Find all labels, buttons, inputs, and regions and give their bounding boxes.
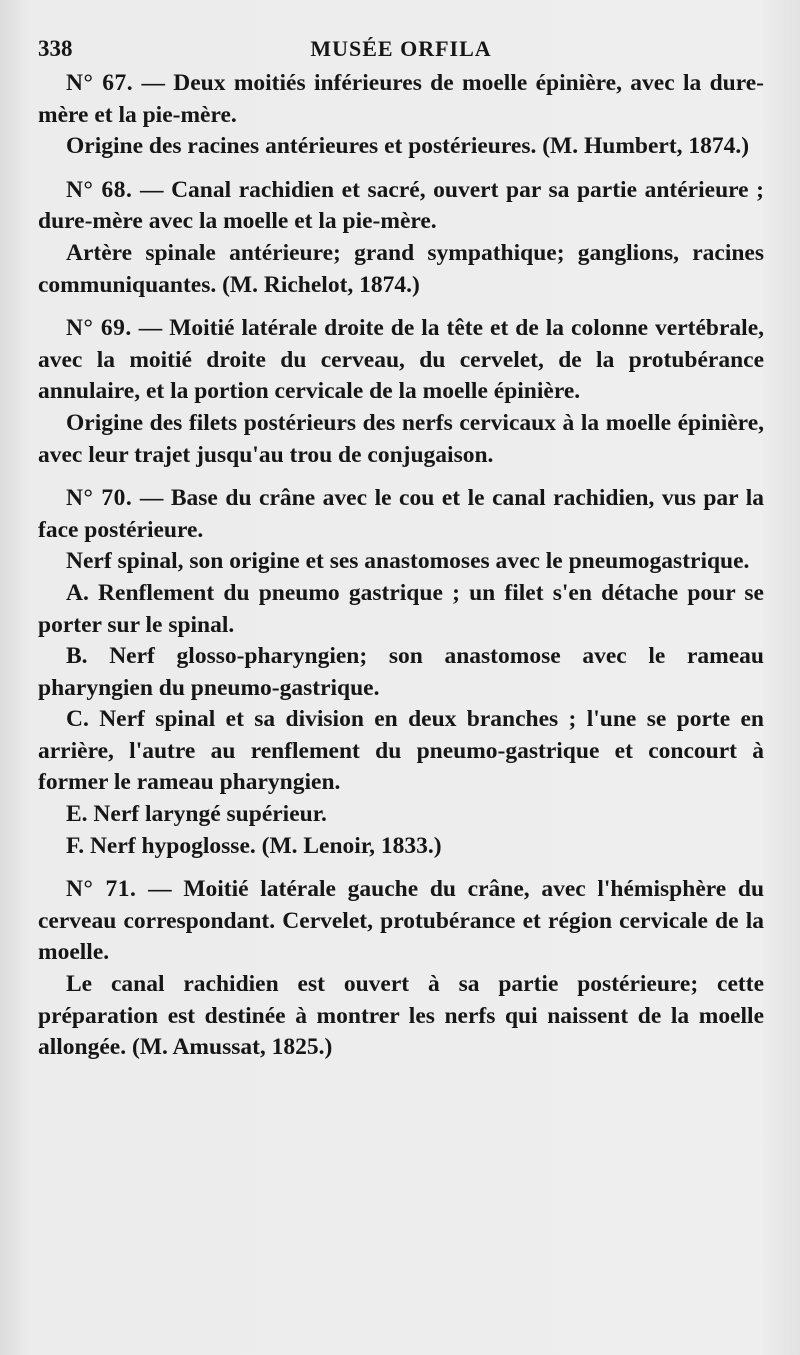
entry-67 bbox=[38, 68, 764, 163]
entry-number: N° 68. bbox=[66, 176, 133, 203]
entry-paragraph: Artère spinale antérieure; grand sympathique; ganglions, racines communiquantes. (M. Richelot, 1874.) bbox=[38, 239, 764, 298]
entry-first-paragraph bbox=[38, 175, 764, 238]
entry-first-paragraph bbox=[38, 874, 764, 969]
entry-first-paragraph bbox=[38, 313, 764, 408]
entry-paragraph: Nerf spinal, son origine et ses anastomoses avec le pneumogastrique. bbox=[66, 548, 750, 575]
entry-description: — Base du crâne avec le cou et le canal rachidien, vus par la face postérieure. bbox=[38, 485, 764, 543]
entry-paragraph: Le canal rachidien est ouvert à sa partie postérieure; cette préparation est destinée à montrer les nerfs qui naissent de la moelle allongée. (M. Amussat, 1825.) bbox=[38, 971, 764, 1061]
entry-description: — Moitié latérale gauche du crâne, avec l'hémisphère du cerveau correspondant. Cervelet, protubérance et région cervicale de la moelle. bbox=[38, 876, 765, 966]
entries-body bbox=[38, 68, 764, 1064]
entry-paragraph: Origine des racines antérieures et postérieures. (M. Humbert, 1874.) bbox=[66, 133, 750, 160]
entry-paragraph: Origine des filets postérieurs des nerfs cervicaux à la moelle épinière, avec leur trajet jusqu'au trou de conjugaison. bbox=[38, 409, 764, 468]
entry-number: N° 70. bbox=[66, 485, 133, 512]
entry-68 bbox=[38, 175, 764, 301]
entry-number: N° 71. bbox=[66, 876, 137, 903]
entry-70 bbox=[38, 483, 764, 862]
entry-first-paragraph bbox=[38, 483, 764, 546]
entry-subitem-e: E. Nerf laryngé supérieur. bbox=[66, 801, 327, 828]
entry-description: — Deux moitiés inférieures de moelle épinière, avec la dure-mère et la pie-mère. bbox=[38, 70, 765, 128]
entry-description: — Canal rachidien et sacré, ouvert par sa partie antérieure ; dure-mère avec la moelle et la pie-mère. bbox=[38, 176, 765, 235]
entry-number: N° 67. bbox=[66, 70, 134, 96]
entry-subitem-c: C. Nerf spinal et sa division en deux branches ; l'une se porte en arrière, l'autre au renflement du pneumo-gastrique et concourt à former le rameau pharyngien. bbox=[38, 706, 764, 796]
running-title: MUSÉE ORFILA bbox=[310, 36, 492, 61]
entry-subitem-f: F. Nerf hypoglosse. (M. Lenoir, 1833.) bbox=[66, 832, 442, 859]
entry-69 bbox=[38, 313, 764, 471]
entry-number: N° 69. bbox=[66, 315, 132, 342]
entry-first-paragraph bbox=[38, 68, 764, 131]
entry-subitem-a: A. Renflement du pneumo gastrique ; un filet s'en détache pour se porter sur le spinal. bbox=[38, 579, 764, 638]
entry-description: — Moitié latérale droite de la tête et de la colonne vertébrale, avec la moitié droite du cerveau, du cervelet, de la protubérance annulaire, et la portion cervicale de la moelle épinière. bbox=[38, 315, 765, 405]
entry-subitem-b: B. Nerf glosso-pharyngien; son anastomose avec le rameau pharyngien du pneumo-gastrique. bbox=[38, 643, 764, 701]
page-number: 338 bbox=[38, 36, 73, 61]
entry-71 bbox=[38, 874, 764, 1064]
page-header bbox=[38, 32, 764, 68]
bleed-through-text bbox=[40, 1240, 770, 1266]
